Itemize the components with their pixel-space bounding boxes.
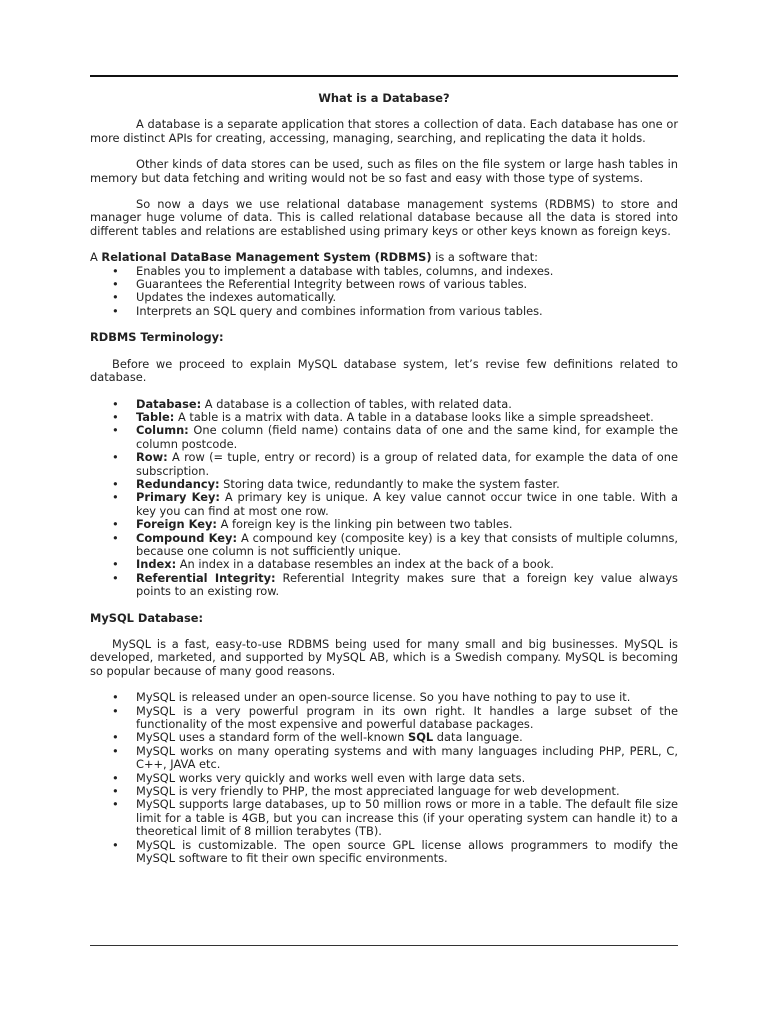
term-label: Referential Integrity: [136, 570, 276, 585]
list-item: • MySQL works on many operating systems and with many languages including PHP, PERL, C, C++, JAVA etc. [112, 743, 678, 772]
mysql-feature-list [90, 691, 678, 865]
bullet-icon: • [112, 517, 119, 532]
bullet-icon: • [112, 476, 119, 491]
bullet-icon: • [112, 770, 119, 785]
bullet-icon: • [112, 837, 119, 852]
bullet-icon: • [112, 557, 119, 572]
list-item: • Compound Key: A compound key (composite key) is a key that consists of multiple columns, because one column is not sufficiently unique. [112, 530, 679, 558]
term-label: Row: [136, 450, 168, 465]
bullet-icon: • [112, 530, 119, 545]
document-page [90, 0, 678, 1024]
term-label: Compound Key: [136, 530, 238, 545]
bullet-icon: • [112, 490, 119, 505]
bullet-icon: • [112, 396, 119, 411]
list-item: • MySQL is a very powerful program in its own right. It handles a large subset of the functionality of the most expensive and powerful database packages. [112, 703, 678, 732]
bullet-icon: • [112, 263, 119, 278]
document-body [90, 92, 678, 879]
terminology-list [90, 398, 678, 599]
list-item: • MySQL works very quickly and works well even with large data sets. [112, 770, 526, 785]
rdbms-prefix: A [90, 250, 102, 265]
term-label: Primary Key: [136, 490, 220, 505]
bullet-icon: • [112, 730, 119, 745]
rdbms-suffix: is a software that: [431, 250, 538, 265]
list-item: • Row: A row (= tuple, entry or record) is a group of related data, for example the data of one subscription. [112, 450, 678, 478]
list-item: • Primary Key: A primary key is unique. A key value cannot occur twice in one table. With a key you can find at most one row. [112, 490, 679, 518]
bullet-icon: • [112, 703, 119, 718]
term-label: Column: [136, 423, 189, 438]
bullet-icon: • [112, 409, 119, 424]
bullet-icon: • [112, 784, 119, 799]
list-item: • Interprets an SQL query and combines information from various tables. [112, 303, 543, 318]
list-item: • Redundancy: Storing data twice, redundantly to make the system faster. [112, 476, 560, 491]
term-label: Index: [136, 557, 177, 572]
term-label: Database: [136, 396, 202, 411]
intro-paragraph: So now a days we use relational database management systems (RDBMS) to store and manager huge volume of data. This is called relational database because all the data is stored into different tables and relations are established using primary keys or other keys known as foreign keys. [90, 197, 678, 238]
bullet-icon: • [112, 450, 119, 465]
page-title: What is a Database? [318, 91, 450, 105]
rdbms-feature-list [90, 265, 678, 319]
list-item: • Table: A table is a matrix with data. A table in a database looks like a simple spreadsheet. [112, 409, 654, 424]
mysql-intro: MySQL is a fast, easy-to-use RDBMS being used for many small and big businesses. MySQL is developed, marketed, and supported by MySQL AB, which is a Swedish company. MySQL is becoming so popular because of many good reasons. [90, 637, 678, 678]
intro-paragraph: Other kinds of data stores can be used, such as files on the file system or large hash tables in memory but data fetching and writing would not be so fast and easy with those type of systems. [90, 157, 678, 185]
list-item: • Updates the indexes automatically. [112, 290, 337, 305]
term-label: Redundancy: [136, 476, 220, 491]
bottom-rule [90, 945, 678, 946]
term-label: Table: [136, 409, 175, 424]
bullet-icon: • [112, 277, 119, 292]
mysql-heading: MySQL Database: [90, 610, 204, 625]
bullet-icon: • [112, 423, 119, 438]
top-rule [90, 75, 678, 77]
terminology-heading: RDBMS Terminology: [90, 330, 224, 345]
list-item: • Column: One column (field name) contains data of one and the same kind, for example the column postcode. [112, 423, 678, 451]
list-item: • Database: A database is a collection of tables, with related data. [112, 396, 512, 411]
term-label: Foreign Key: [136, 517, 217, 532]
list-item: • Foreign Key: A foreign key is the linking pin between two tables. [112, 517, 513, 532]
list-item: • MySQL uses a standard form of the well-known SQL data language. [112, 730, 523, 745]
sql-keyword: SQL [408, 730, 434, 745]
list-item: • MySQL is customizable. The open source GPL license allows programmers to modify the MySQL software to fit their own specific environments. [112, 837, 678, 866]
list-item: • Guarantees the Referential Integrity between rows of various tables. [112, 277, 528, 292]
list-item: • MySQL is very friendly to PHP, the most appreciated language for web development. [112, 784, 620, 799]
terminology-intro: Before we proceed to explain MySQL database system, let’s revise few definitions related to database. [90, 356, 678, 385]
intro-paragraph: A database is a separate application that stores a collection of data. Each database has one or more distinct APIs for creating, accessing, managing, searching, and replicating the data it holds. [90, 117, 678, 145]
list-item: • Referential Integrity: Referential Integrity makes sure that a foreign key value always points to an existing row. [112, 570, 678, 599]
list-item: • Index: An index in a database resembles an index at the back of a book. [112, 557, 554, 572]
bullet-icon: • [112, 290, 119, 305]
list-item: • MySQL is released under an open-source license. So you have nothing to pay to use it. [112, 690, 631, 705]
bullet-icon: • [112, 690, 119, 705]
bullet-icon: • [112, 570, 119, 585]
list-item: • Enables you to implement a database with tables, columns, and indexes. [112, 263, 554, 278]
bullet-icon: • [112, 797, 119, 812]
rdbms-term: Relational DataBase Management System (RDBMS) [101, 250, 432, 265]
bullet-icon: • [112, 303, 119, 318]
bullet-icon: • [112, 743, 119, 758]
rdbms-definition [90, 251, 678, 264]
list-item: • MySQL supports large databases, up to 50 million rows or more in a table. The default file size limit for a table is 4GB, but you can increase this (if your operating system can handle it) to a theoretical limit of 8 million terabytes (TB). [112, 797, 678, 839]
